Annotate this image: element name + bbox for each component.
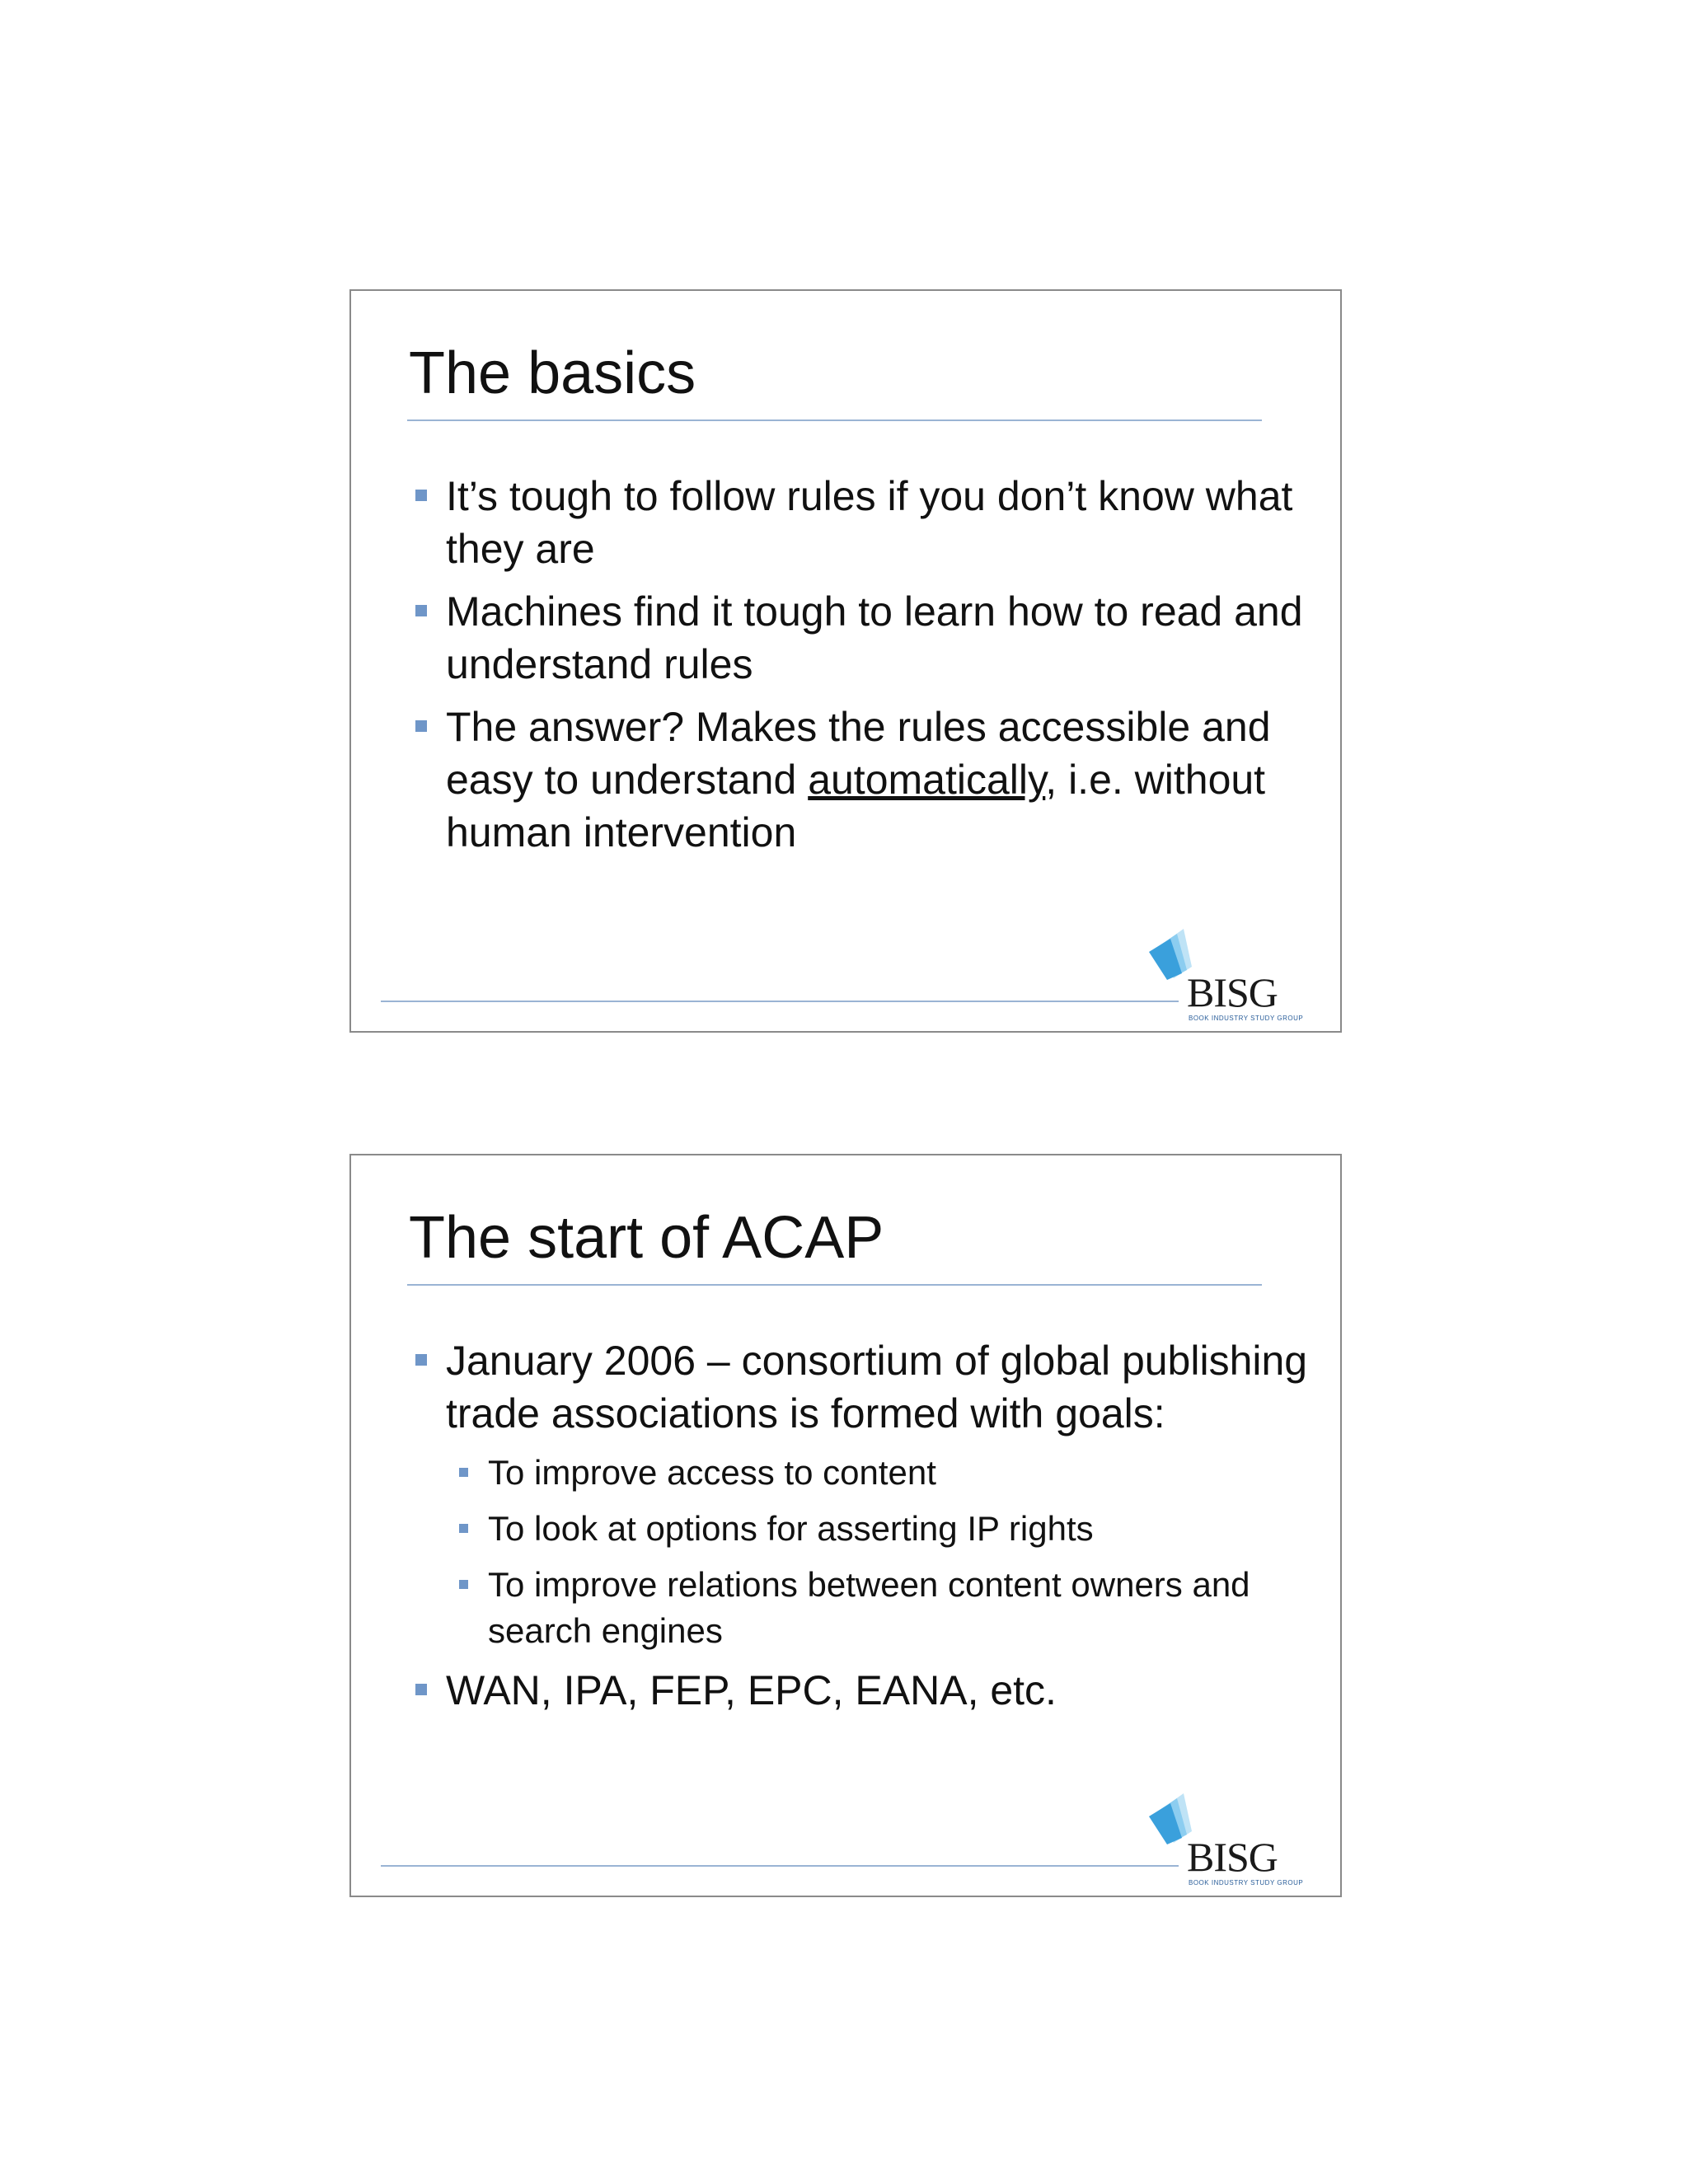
sub-bullet-text: To look at options for asserting IP rights bbox=[488, 1509, 1094, 1548]
bullet-square-icon bbox=[415, 1354, 427, 1366]
slide-title: The start of ACAP bbox=[409, 1205, 884, 1271]
bullet-square-icon bbox=[415, 1684, 427, 1695]
bullet-item bbox=[409, 1334, 1324, 1440]
bullet-square-icon bbox=[415, 490, 427, 501]
title-divider bbox=[407, 419, 1262, 421]
bullet-square-icon bbox=[415, 720, 427, 732]
sub-bullet-item bbox=[452, 1506, 1324, 1552]
bullet-text: It’s tough to follow rules if you don’t know what they are bbox=[446, 473, 1293, 572]
underlined-word: automatically bbox=[808, 757, 1046, 803]
logo-subtitle: BOOK INDUSTRY STUDY GROUP bbox=[1189, 1879, 1304, 1886]
slide-acap bbox=[349, 1154, 1342, 1897]
sub-bullet-text: To improve relations between content owners and search engines bbox=[488, 1565, 1250, 1650]
bullet-square-icon bbox=[415, 605, 427, 616]
bullet-square-icon bbox=[459, 1468, 468, 1477]
sub-bullet-item bbox=[452, 1562, 1324, 1654]
slide-basics bbox=[349, 289, 1342, 1033]
bullet-text: Machines find it tough to learn how to read and understand rules bbox=[446, 588, 1303, 687]
bullet-item bbox=[409, 701, 1324, 859]
sub-bullet-item bbox=[452, 1450, 1324, 1496]
bullet-item bbox=[409, 1664, 1324, 1717]
logo-subtitle: BOOK INDUSTRY STUDY GROUP bbox=[1189, 1015, 1304, 1022]
bullet-list bbox=[409, 470, 1324, 869]
bullet-item bbox=[409, 470, 1324, 575]
bullet-item bbox=[409, 585, 1324, 691]
bullet-list bbox=[409, 1334, 1324, 1727]
title-divider bbox=[407, 1284, 1262, 1286]
bullet-square-icon bbox=[459, 1524, 468, 1533]
bisg-logo bbox=[1149, 1790, 1314, 1892]
sub-bullet-text: To improve access to content bbox=[488, 1453, 936, 1492]
logo-wordmark: BISG bbox=[1187, 969, 1278, 1015]
footer-divider bbox=[381, 1865, 1179, 1867]
bullet-text-part: The answer? Makes the rules accessible and easy to understand bbox=[446, 704, 1271, 803]
bullet-text: January 2006 – consortium of global publishing trade associations is formed with goals: bbox=[446, 1338, 1308, 1436]
bullet-text-part: , i.e. without human intervention bbox=[446, 757, 1266, 855]
bisg-logo bbox=[1149, 926, 1314, 1028]
footer-divider bbox=[381, 1001, 1179, 1002]
slide-title: The basics bbox=[409, 340, 696, 406]
logo-wordmark: BISG bbox=[1187, 1834, 1278, 1880]
bullet-square-icon bbox=[459, 1580, 468, 1589]
bullet-text: WAN, IPA, FEP, EPC, EANA, etc. bbox=[446, 1667, 1057, 1713]
